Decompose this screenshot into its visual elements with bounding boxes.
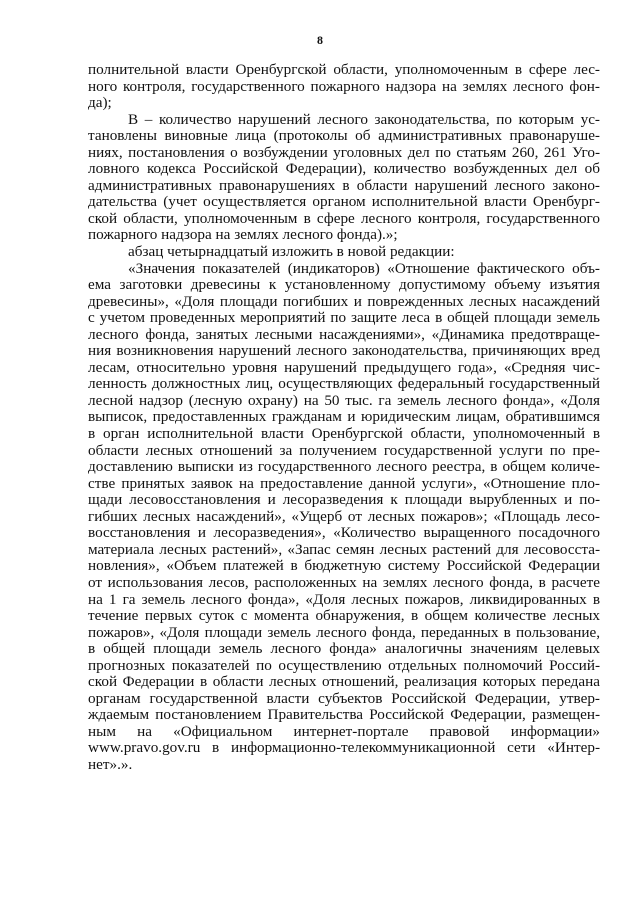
text-line: гибших лесных насаждений», «Ущерб от лесных пожаров»; «Площадь лесо- — [88, 507, 600, 525]
text-line: тановлены виновные лица (протоколы об административных правонаруше- — [88, 127, 600, 145]
text-line: да); — [88, 94, 112, 112]
text-line: www.pravo.gov.ru в информационно-телекоммуникационной сети «Интер- — [88, 739, 600, 757]
text-line: новления», «Объем платежей в бюджетную систему Российской Федерации — [88, 557, 600, 575]
text-line: лесного фонда, занятых лесными насаждениями», «Динамика предотвраще- — [88, 325, 600, 343]
text-line: ниях, постановления о возбуждении уголовных дел по статьям 260, 261 Уго- — [88, 143, 600, 161]
text-line: доставлению выписки из государственного лесного реестра, в общем количе- — [88, 458, 600, 476]
text-line: дательства (учет осуществляется органом исполнительной власти Оренбург- — [88, 193, 600, 211]
text-line: «Значения показателей (индикаторов) «Отношение фактического объ- — [128, 259, 600, 277]
text-line: ской области, уполномоченным в сфере лесного контроля, государственного — [88, 209, 600, 227]
text-line: восстановления и лесоразведения», «Количество выращенного посадочного — [88, 524, 600, 542]
text-line: ждаемым постановлением Правительства Российской Федерации, размещен- — [88, 706, 600, 724]
text-line: ловного кодекса Российской Федерации), количество возбужденных дел об — [88, 160, 600, 178]
text-line: с учетом проведенных мероприятий по защите леса в общей площади земель — [88, 309, 600, 327]
text-line: ного контроля, государственного пожарного надзора на землях лесного фон- — [88, 77, 600, 95]
text-line: в орган исполнительной власти Оренбургской области, уполномоченный в — [88, 425, 600, 443]
text-line: пожаров», «Доля площади земель лесного фонда, переданных в пользование, — [88, 623, 600, 641]
text-line: нет».». — [88, 755, 133, 773]
text-line: ской Федерации в области лесных отношений, реализация которых передана — [88, 673, 600, 691]
text-line: ема заготовки древесины к установленному допустимому объему изъятия — [88, 276, 600, 294]
text-line: на 1 га земель лесного фонда», «Доля лесных пожаров, ликвидированных в — [88, 590, 600, 608]
text-line: полнительной власти Оренбургской области, уполномоченным в сфере лес- — [88, 61, 600, 78]
text-line: области лесных отношений за получением государственной услуги по пре- — [88, 441, 600, 459]
text-line: ния возникновения нарушений лесного законодательства, причиняющих вред — [88, 342, 600, 360]
text-line: выписок, предоставленных гражданам и юридическим лицам, обратившимся — [88, 408, 600, 426]
text-line: органам государственной власти субъектов Российской Федерации, утвер- — [88, 689, 600, 707]
text-line: административных правонарушениях в области нарушений лесного законо- — [88, 176, 600, 194]
text-line: лесной надзор (лесную охрану) на 50 тыс. га земель лесного фонда», «Доля — [88, 391, 600, 409]
text-line: ленность должностных лиц, осуществляющих федеральный государственный — [88, 375, 600, 393]
text-line: древесины», «Доля площади погибших и поврежденных лесных насаждений — [88, 292, 600, 310]
text-line: ным на «Официальном интернет-портале правовой информации» — [88, 722, 600, 740]
text-line: стве принятых заявок на предоставление данной услуги», «Отношение пло- — [88, 474, 600, 492]
text-line: прогнозных показателей по осуществлению отдельных полномочий Россий- — [88, 656, 600, 674]
page-number: 8 — [317, 33, 323, 47]
text-line: течение первых суток с момента обнаружения, в общем количестве лесных — [88, 607, 600, 625]
text-line: от использования лесов, расположенных на землях лесного фонда, в расчете — [88, 573, 600, 591]
text-line: В – количество нарушений лесного законодательства, по которым ус- — [128, 110, 600, 128]
text-line: абзац четырнадцатый изложить в новой редакции: — [128, 243, 455, 261]
text-line: лесам, относительно уровня нарушений предыдущего года», «Средняя чис- — [88, 358, 600, 376]
text-line: в общей площади земель лесного фонда» аналогичны значениям целевых — [88, 640, 600, 658]
document-body — [88, 62, 600, 774]
text-line: материала лесных растений», «Запас семян лесных растений для лесовосста- — [88, 540, 600, 558]
text-line: щади лесовосстановления и лесоразведения к площади вырубленных и по- — [88, 491, 600, 509]
text-line: пожарного надзора на землях лесного фонда).»; — [88, 226, 398, 244]
